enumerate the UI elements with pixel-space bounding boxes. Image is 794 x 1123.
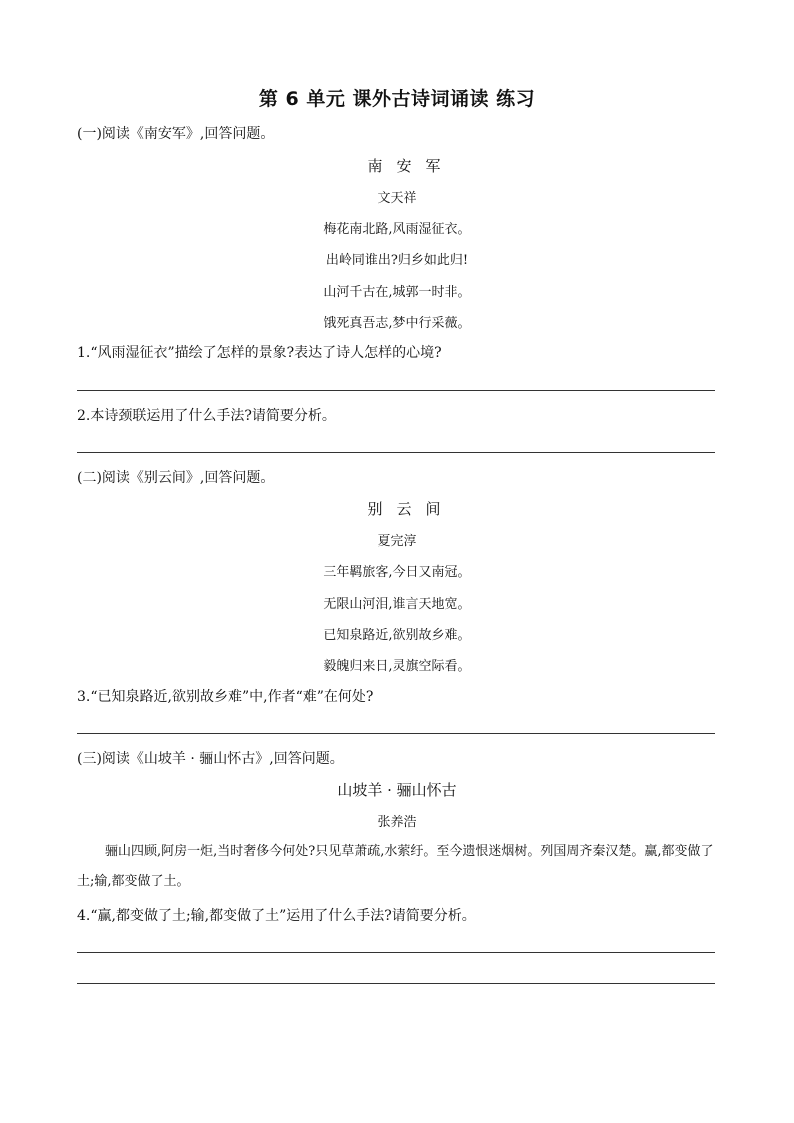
poem-2-line-2: 无限山河泪,谁言天地宽。 (323, 597, 471, 612)
poem-2-author: 夏完淳 (377, 534, 417, 549)
poem-3-text (77, 837, 717, 897)
poem-1-line-3: 山河千古在,城郭一时非。 (323, 285, 471, 300)
poem-1-title: 南安军 (367, 157, 455, 175)
poem-1-line-4: 饿死真吾志,梦中行采薇。 (323, 316, 471, 331)
answer-line-4b[interactable] (77, 983, 715, 984)
poem-2-line-1: 三年羁旅客,今日又南冠。 (323, 565, 471, 580)
page-title: 第 6 单元 课外古诗词诵读 练习 (258, 88, 536, 110)
answer-line-4a[interactable] (77, 952, 715, 953)
answer-line-2[interactable] (77, 452, 715, 453)
poem-1-author: 文天祥 (377, 191, 417, 206)
answer-line-3[interactable] (77, 733, 715, 734)
question-4: 4.“赢,都变做了土;输,都变做了土”运用了什么手法?请简要分析。 (77, 908, 476, 924)
poem-1-line-1: 梅花南北路,风雨湿征衣。 (323, 222, 471, 237)
poem-3-title: 山坡羊 · 骊山怀古 (337, 781, 457, 799)
section-3-heading: (三)阅读《山坡羊 · 骊山怀古》,回答问题。 (77, 751, 344, 767)
poem-3-text-content: 骊山四顾,阿房一炬,当时奢侈今何处?只见草萧疏,水萦纡。至今遗恨迷烟树。列国周齐秦汉楚。赢,都变做了土;输,都变做了土。 (77, 844, 714, 889)
question-2: 2.本诗颈联运用了什么手法?请简要分析。 (77, 408, 336, 424)
question-3: 3.“已知泉路近,欲别故乡难”中,作者“难”在何处? (77, 689, 374, 705)
section-2-heading: (二)阅读《别云间》,回答问题。 (77, 470, 275, 486)
answer-line-1[interactable] (77, 390, 715, 391)
poem-2-line-3: 已知泉路近,欲别故乡难。 (323, 628, 471, 643)
poem-2-line-4: 毅魄归来日,灵旗空际看。 (323, 659, 471, 674)
section-1-heading: (一)阅读《南安军》,回答问题。 (77, 126, 275, 142)
question-1: 1.“风雨湿征衣”描绘了怎样的景象?表达了诗人怎样的心境? (77, 345, 442, 361)
poem-1-line-2: 出岭同谁出?归乡如此归! (325, 253, 469, 268)
poem-3-author: 张养浩 (377, 815, 417, 830)
poem-2-title: 别云间 (367, 500, 455, 518)
